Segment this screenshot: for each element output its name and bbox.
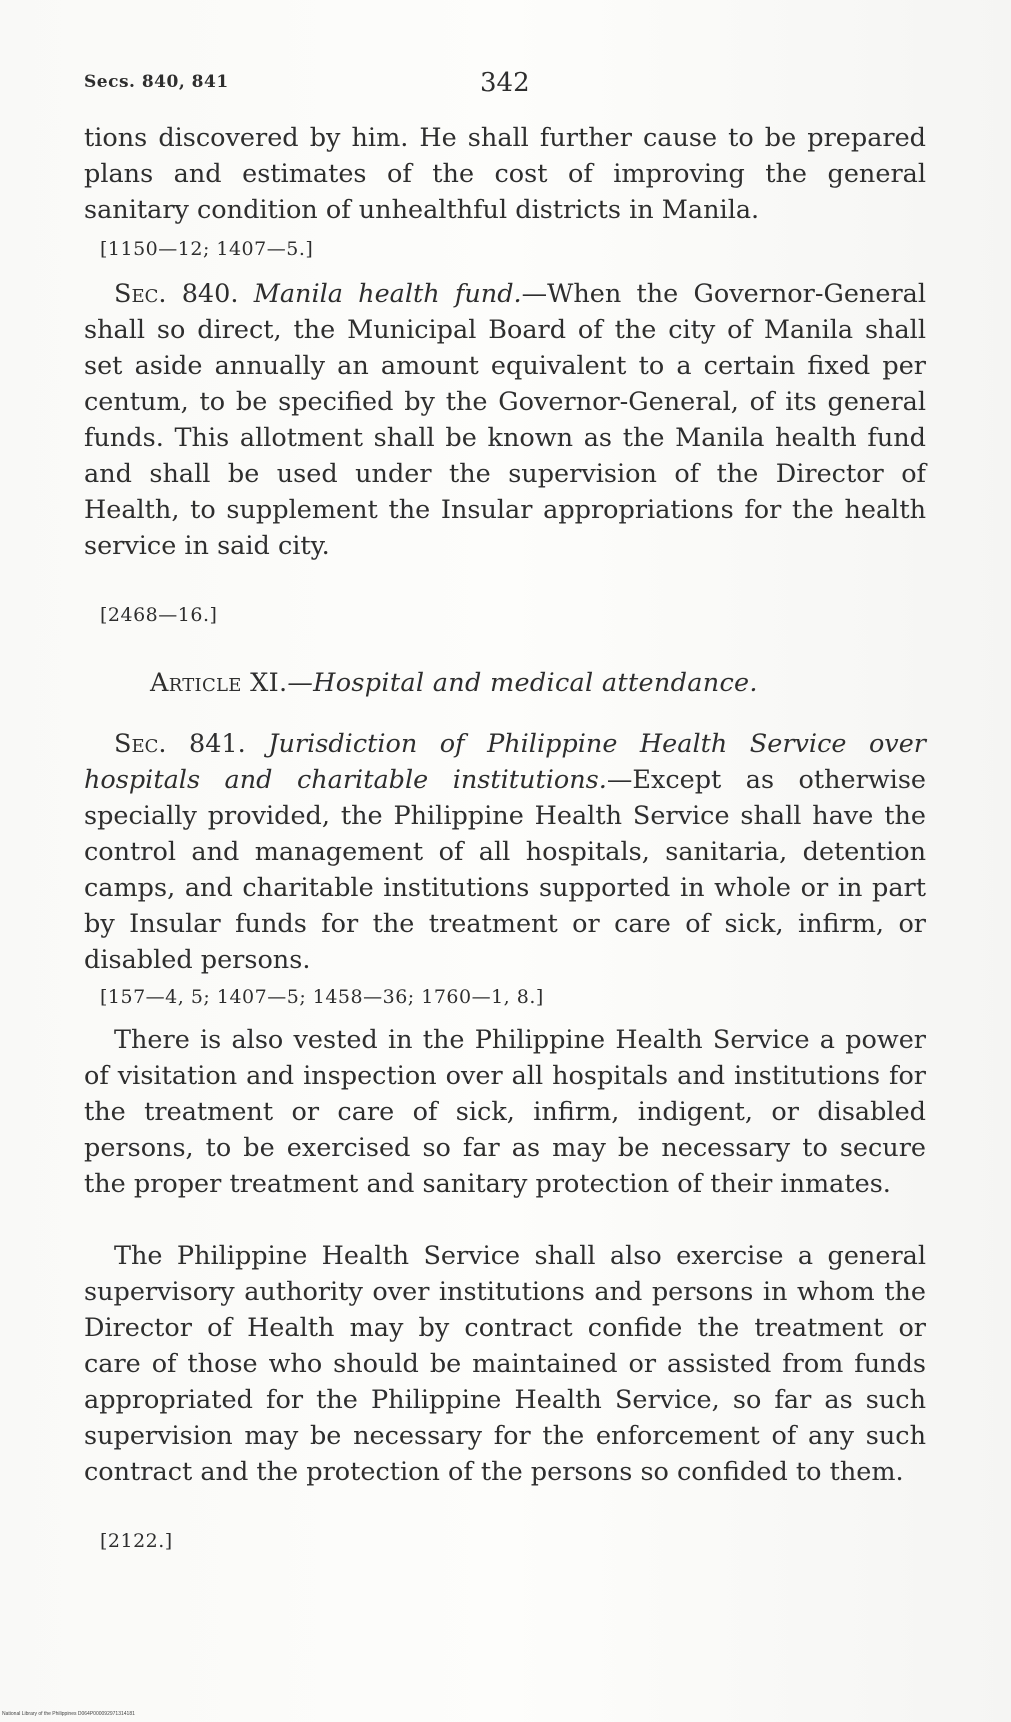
section-title: Manila health fund. xyxy=(253,279,522,309)
section-label: Sec. 840. xyxy=(114,279,239,309)
citation: [157—4, 5; 1407—5; 1458—36; 1760—1, 8.] xyxy=(100,986,544,1008)
citation: [2468—16.] xyxy=(100,604,218,626)
article-label: Article XI. xyxy=(150,668,288,698)
citation: [1150—12; 1407—5.] xyxy=(100,238,314,260)
section-label: Sec. 841. xyxy=(114,729,246,759)
running-head xyxy=(84,68,920,98)
section-841-paragraph-3-block xyxy=(84,1238,926,1490)
footer-credit: National Library of the Philippines D064P000092971314181 xyxy=(2,1711,135,1717)
section-841-citation-block xyxy=(84,986,926,1008)
section-840-citation-block xyxy=(84,604,926,626)
continuation-block xyxy=(84,120,926,228)
section-text: —Except as otherwise specially provided, the Philippine Health Service shall have the control and management of all hospitals, sanitaria, detention camps, and charitable institutions supported in whole or in part by Insular funds for the treatment or care of sick, infirm, or disabled persons. xyxy=(84,765,926,975)
article-title: —Hospital and medical attendance. xyxy=(287,668,758,698)
continuation-paragraph: tions discovered by him. He shall further cause to be prepared plans and estimates of the cost of improving the general sanitary condition of unhealthful districts in Manila. xyxy=(84,123,926,225)
section-841-paragraph xyxy=(84,726,926,978)
section-841-paragraph-2-block xyxy=(84,1022,926,1202)
article-heading xyxy=(150,668,758,698)
section-text: —When the Governor-General shall so direct, the Municipal Board of the city of Manila shall set aside annually an amount equivalent to a certain fixed per centum, to be specified by the Governor-General, of its general funds. This allotment shall be known as the Manila health fund and shall be used under the supervision of the Director of Health, to supplement the Insular appropriations for the health service in said city. xyxy=(84,279,926,561)
section-841-citation-2-block xyxy=(84,1530,926,1552)
section-range: Secs. 840, 841 xyxy=(84,72,229,92)
section-title: Jurisdiction of Philippine Health Service over hospitals and charitable institutions. xyxy=(84,729,926,795)
section-840 xyxy=(84,276,926,564)
citation: [2122.] xyxy=(100,1530,173,1552)
section-841-paragraph-2: There is also vested in the Philippine Health Service a power of visitation and inspection over all hospitals and institutions for the treatment or care of sick, infirm, indigent, or disabled persons, to be exercised so far as may be necessary to secure the proper treatment and sanitary protection of their inmates. xyxy=(84,1025,926,1199)
section-841-paragraph-3: The Philippine Health Service shall also exercise a general supervisory authority over institutions and persons in whom the Director of Health may by contract confide the treatment or care of those who should be maintained or assisted from funds appropriated for the Philippine Health Service, so far as such supervision may be necessary for the enforcement of any such contract and the protection of the persons so confided to them. xyxy=(84,1241,926,1487)
section-841 xyxy=(84,726,926,978)
section-840-paragraph xyxy=(84,276,926,564)
page-number: 342 xyxy=(480,68,530,98)
continuation-citation-block xyxy=(84,238,926,260)
